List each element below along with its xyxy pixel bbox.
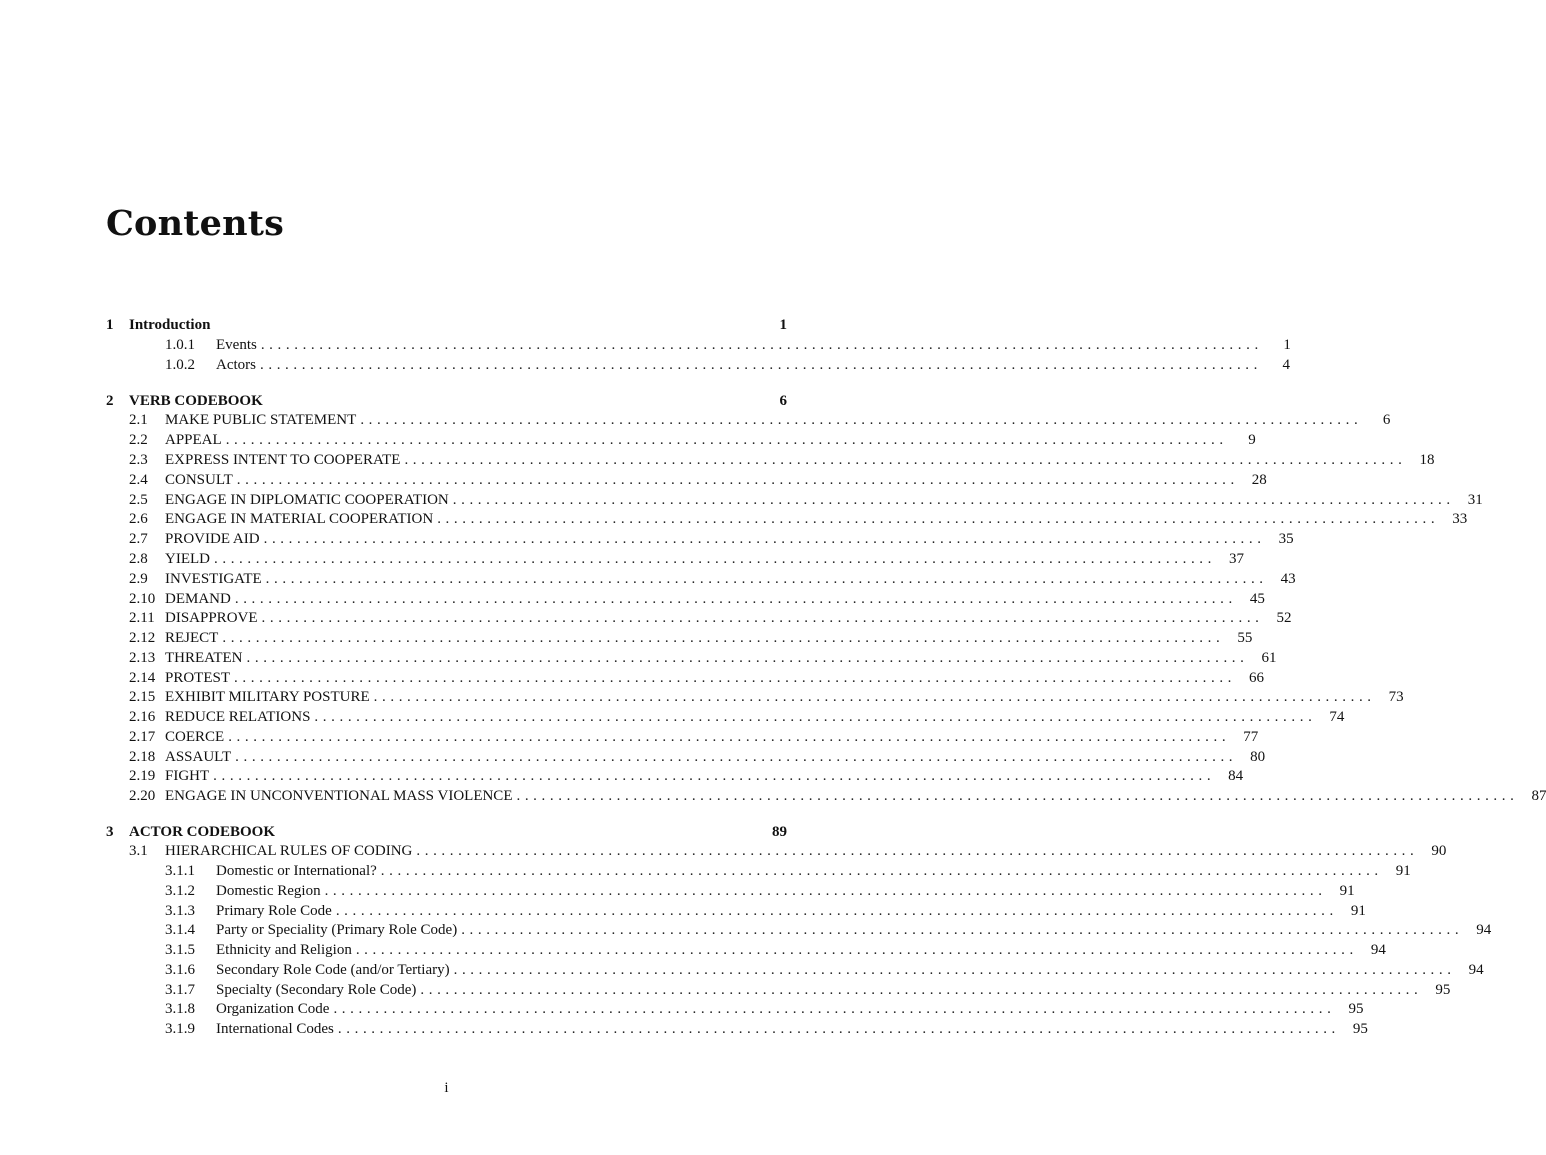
- toc-entry-page: 91: [1339, 883, 1355, 899]
- toc-subsection-entry[interactable]: [0, 881, 1355, 901]
- toc-entry-body: [165, 608, 1292, 628]
- toc-entry-page: 43: [1280, 571, 1296, 587]
- toc-entry-number: 2.15: [129, 689, 156, 705]
- toc-dot-leader: ........................................................................................................................: [420, 982, 1423, 998]
- toc-entry-page: 33: [1452, 511, 1468, 527]
- toc-subsection-entry[interactable]: [0, 901, 1366, 921]
- toc-entry-label: APPEAL: [165, 432, 222, 448]
- toc-entry-body: [165, 529, 1294, 549]
- toc-entry-page: 87: [1531, 788, 1546, 804]
- toc-entry-body: [165, 410, 1391, 430]
- toc-entry-body: [165, 687, 1404, 707]
- toc-entry-number: 3.1: [129, 843, 148, 859]
- toc-section-entry[interactable]: [0, 628, 1253, 648]
- toc-entry-body: [216, 901, 1366, 921]
- toc-entry-number: 2: [106, 393, 114, 409]
- toc-section-entry[interactable]: [0, 569, 1296, 589]
- toc-dot-leader: ........................................................................................................................: [360, 412, 1363, 428]
- toc-section-entry[interactable]: [0, 786, 1546, 806]
- toc-entry-body: [165, 589, 1265, 609]
- toc-entry-number: 3.1.7: [165, 982, 195, 998]
- toc-entry-number: 3.1.3: [165, 903, 195, 919]
- toc-entry-number: 3.1.1: [165, 863, 195, 879]
- toc-entry-body: [216, 335, 1291, 355]
- toc-entry-body: [216, 980, 1451, 1000]
- toc-entry-number: 2.12: [129, 630, 156, 646]
- toc-entry-body: [165, 747, 1266, 767]
- toc-entry-label: FIGHT: [165, 768, 210, 784]
- toc-entry-page: 37: [1229, 551, 1244, 567]
- toc-dot-leader: ........................................................................................................................: [235, 749, 1238, 765]
- toc-section-entry[interactable]: [0, 668, 1265, 688]
- toc-entry-label: YIELD: [165, 551, 210, 567]
- toc-entry-body: [165, 648, 1277, 668]
- toc-dot-leader: ........................................................................................................................: [260, 337, 1263, 353]
- toc-entry-page: 28: [1251, 472, 1267, 488]
- toc-entry-label: VERB CODEBOOK: [129, 393, 263, 409]
- toc-section-entry[interactable]: [0, 589, 1265, 609]
- toc-subsection-entry[interactable]: [0, 940, 1386, 960]
- toc-entry-number: 2.7: [129, 531, 148, 547]
- toc-entry-label: Specialty (Secondary Role Code): [216, 982, 417, 998]
- toc-entry-page: 94: [1476, 922, 1492, 938]
- toc-entry-label: EXHIBIT MILITARY POSTURE: [165, 689, 370, 705]
- toc-entry-number: 2.11: [129, 610, 155, 626]
- toc-entry-number: 3.1.9: [165, 1021, 195, 1037]
- toc-entry-body: [216, 920, 1492, 940]
- toc-entry-number: 3.1.5: [165, 942, 195, 958]
- toc-entry-number: 3.1.2: [165, 883, 195, 899]
- toc-entry-body: [216, 999, 1364, 1019]
- toc-entry-number: 3.1.6: [165, 962, 195, 978]
- toc-entry-number: 2.10: [129, 591, 156, 607]
- toc-entry-page: 31: [1467, 492, 1483, 508]
- toc-subsection-entry[interactable]: [0, 1019, 1368, 1039]
- toc-entry-body: [165, 490, 1483, 510]
- toc-entry-label: ENGAGE IN DIPLOMATIC COOPERATION: [165, 492, 449, 508]
- toc-entry-label: ACTOR CODEBOOK: [129, 824, 275, 840]
- toc-entry-number: 2.1: [129, 412, 148, 428]
- toc-dot-leader: ........................................................................................................................: [214, 551, 1216, 567]
- toc-dot-leader: ........................................................................................................................: [234, 670, 1237, 686]
- toc-entry-label: COERCE: [165, 729, 225, 745]
- toc-dot-leader: ........................................................................................................................: [236, 472, 1239, 488]
- page-title: Contents: [106, 203, 285, 244]
- toc-entry-page: 91: [1395, 863, 1411, 879]
- toc-entry-body: [165, 668, 1265, 688]
- toc-entry-number: 1: [106, 317, 114, 333]
- toc-dot-leader: ........................................................................................................................: [380, 863, 1383, 879]
- toc-entry-label: Events: [216, 337, 257, 353]
- toc-entry-number: 3.1.8: [165, 1001, 195, 1017]
- toc-entry-body: [165, 727, 1259, 747]
- toc-entry-body: [165, 628, 1253, 648]
- toc-entry-number: 2.18: [129, 749, 156, 765]
- toc-section-entry[interactable]: [0, 509, 1468, 529]
- toc-dot-leader: ........................................................................................................................: [263, 531, 1266, 547]
- toc-entry-label: Domestic Region: [216, 883, 321, 899]
- toc-entry-page: 84: [1228, 768, 1244, 784]
- toc-entry-label: Actors: [216, 357, 256, 373]
- toc-dot-leader: ........................................................................................................................: [452, 492, 1455, 508]
- toc-entry-number: 1.0.2: [165, 357, 195, 373]
- toc-entry-page: 95: [1435, 982, 1451, 998]
- toc-entry-body: [165, 766, 1244, 786]
- toc-dot-leader: ........................................................................................................................: [222, 630, 1225, 646]
- toc-entry-page: 1: [1283, 337, 1291, 353]
- toc-entry-label: Secondary Role Code (and/or Tertiary): [216, 962, 450, 978]
- toc-entry-label: PROVIDE AID: [165, 531, 260, 547]
- toc-section-entry[interactable]: [0, 490, 1483, 510]
- toc-dot-leader: ........................................................................................................................: [461, 922, 1464, 938]
- toc-entry-number: 2.8: [129, 551, 148, 567]
- toc-section-entry[interactable]: [0, 450, 1435, 470]
- toc-dot-leader: ........................................................................................................................: [333, 1001, 1336, 1017]
- toc-entry-number: 1.0.1: [165, 337, 195, 353]
- toc-entry-page: 94: [1370, 942, 1386, 958]
- toc-dot-leader: ........................................................................................................................: [246, 650, 1249, 666]
- toc-dot-leader: ........................................................................................................................: [314, 709, 1317, 725]
- toc-entry-number: 2.14: [129, 670, 156, 686]
- toc-entry-page: 9: [1248, 432, 1256, 448]
- toc-entry-page: 80: [1250, 749, 1266, 765]
- toc-entry-label: PROTEST: [165, 670, 231, 686]
- toc-section-entry[interactable]: [0, 687, 1404, 707]
- toc-dot-leader: ........................................................................................................................: [453, 962, 1456, 978]
- toc-subsection-entry[interactable]: [0, 335, 1291, 355]
- toc-entry-body: [165, 707, 1345, 727]
- toc-entry-label: Ethnicity and Religion: [216, 942, 352, 958]
- toc-dot-leader: ........................................................................................................................: [404, 452, 1407, 468]
- toc-entry-page: 6: [779, 393, 787, 409]
- toc-entry-label: INVESTIGATE: [165, 571, 262, 587]
- toc-chapter-entry[interactable]: [0, 315, 893, 335]
- toc-entry-label: DISAPPROVE: [165, 610, 258, 626]
- toc-entry-number: 2.16: [129, 709, 156, 725]
- toc-entry-page: 95: [1348, 1001, 1364, 1017]
- toc-entry-body: [165, 470, 1267, 490]
- toc-dot-leader: ........................................................................................................................: [260, 357, 1262, 373]
- toc-entry-body: [216, 861, 1411, 881]
- toc-section-entry[interactable]: [0, 766, 1244, 786]
- toc-entry-label: REDUCE RELATIONS: [165, 709, 311, 725]
- toc-entry-page: 4: [1282, 357, 1290, 373]
- toc-section-entry[interactable]: [0, 648, 1277, 668]
- toc-entry-number: 2.9: [129, 571, 148, 587]
- toc-dot-leader: ........................................................................................................................: [265, 571, 1268, 587]
- toc-dot-leader: ........................................................................................................................: [225, 432, 1228, 448]
- toc-entry-body: [165, 549, 1244, 569]
- toc-entry-number: 2.2: [129, 432, 148, 448]
- toc-entry-page: 66: [1249, 670, 1265, 686]
- toc-entry-page: 94: [1468, 962, 1484, 978]
- toc-entry-number: 2.5: [129, 492, 148, 508]
- toc-entry-number: 2.13: [129, 650, 156, 666]
- toc-entry-page: 45: [1249, 591, 1265, 607]
- toc-entry-label: HIERARCHICAL RULES OF CODING: [165, 843, 413, 859]
- toc-section-entry[interactable]: [0, 410, 1391, 430]
- toc-entry-number: 3: [106, 824, 114, 840]
- toc-entry-page: 35: [1278, 531, 1294, 547]
- toc-entry-number: 2.17: [129, 729, 156, 745]
- toc-subsection-entry[interactable]: [0, 999, 1364, 1019]
- toc-subsection-entry[interactable]: [0, 960, 1484, 980]
- toc-entry-page: 6: [1382, 412, 1391, 428]
- toc-entry-body: [216, 940, 1386, 960]
- toc-entry-label: REJECT: [165, 630, 219, 646]
- toc-entry-page: 89: [772, 824, 787, 840]
- toc-subsection-entry[interactable]: [0, 355, 1290, 375]
- toc-chapter-entry[interactable]: [0, 391, 893, 411]
- toc-entry-body: [165, 841, 1447, 861]
- toc-section-entry[interactable]: [0, 707, 1345, 727]
- toc-entry-body: [216, 881, 1355, 901]
- toc-entry-page: 61: [1261, 650, 1277, 666]
- toc-section-entry[interactable]: [0, 608, 1292, 628]
- toc-entry-number: 2.20: [129, 788, 156, 804]
- toc-dot-leader: ........................................................................................................................: [228, 729, 1231, 745]
- toc-entry-label: ENGAGE IN MATERIAL COOPERATION: [165, 511, 434, 527]
- toc-entry-label: Domestic or International?: [216, 863, 377, 879]
- toc-section-entry[interactable]: [0, 430, 1256, 450]
- toc-entry-label: CONSULT: [165, 472, 233, 488]
- toc-entry-page: 18: [1419, 452, 1435, 468]
- toc-entry-label: ASSAULT: [165, 749, 232, 765]
- toc-entry-page: 95: [1352, 1021, 1368, 1037]
- toc-dot-leader: ........................................................................................................................: [324, 883, 1327, 899]
- toc-section-entry[interactable]: [0, 529, 1294, 549]
- toc-entry-page: 74: [1329, 709, 1345, 725]
- toc-dot-leader: ........................................................................................................................: [261, 610, 1264, 626]
- toc-dot-leader: ........................................................................................................................: [213, 768, 1216, 784]
- toc-section-entry[interactable]: [0, 549, 1244, 569]
- toc-section-entry[interactable]: [0, 727, 1259, 747]
- toc-entry-label: Primary Role Code: [216, 903, 332, 919]
- toc-entry-body: [165, 509, 1468, 529]
- toc-entry-page: 55: [1237, 630, 1253, 646]
- toc-entry-label: EXPRESS INTENT TO COOPERATE: [165, 452, 401, 468]
- toc-entry-label: International Codes: [216, 1021, 334, 1037]
- toc-chapter-entry[interactable]: [0, 822, 893, 842]
- toc-section-entry[interactable]: [0, 841, 1447, 861]
- toc-entry-page: 73: [1388, 689, 1404, 705]
- toc-section-entry[interactable]: [0, 747, 1266, 767]
- toc-dot-leader: ........................................................................................................................: [234, 591, 1237, 607]
- toc-entry-body: [216, 960, 1484, 980]
- page-number: i: [444, 1080, 449, 1096]
- toc-subsection-entry[interactable]: [0, 980, 1451, 1000]
- toc-entry-body: [216, 355, 1290, 375]
- toc-subsection-entry[interactable]: [0, 861, 1411, 881]
- toc-entry-page: 77: [1243, 729, 1259, 745]
- toc-entry-label: Introduction: [129, 317, 211, 333]
- toc-entry-body: [216, 1019, 1368, 1039]
- toc-entry-number: 3.1.4: [165, 922, 195, 938]
- toc-dot-leader: ........................................................................................................................: [416, 843, 1419, 859]
- toc-dot-leader: ........................................................................................................................: [516, 788, 1519, 804]
- toc-entry-label: MAKE PUBLIC STATEMENT: [165, 412, 357, 428]
- toc-entry-body: [165, 786, 1546, 806]
- toc-entry-number: 2.19: [129, 768, 156, 784]
- toc-entry-label: THREATEN: [165, 650, 243, 666]
- toc-section-entry[interactable]: [0, 470, 1267, 490]
- toc-entry-number: 2.4: [129, 472, 148, 488]
- toc-entry-page: 91: [1350, 903, 1366, 919]
- toc-entry-body: [165, 569, 1296, 589]
- toc-entry-label: ENGAGE IN UNCONVENTIONAL MASS VIOLENCE: [165, 788, 513, 804]
- toc-entry-label: DEMAND: [165, 591, 231, 607]
- toc-dot-leader: ........................................................................................................................: [355, 942, 1358, 958]
- toc-subsection-entry[interactable]: [0, 920, 1492, 940]
- toc-dot-leader: ........................................................................................................................: [335, 903, 1338, 919]
- toc-dot-leader: ........................................................................................................................: [437, 511, 1440, 527]
- toc-entry-page: 1: [779, 317, 787, 333]
- toc-dot-leader: ........................................................................................................................: [337, 1021, 1340, 1037]
- toc-entry-number: 2.6: [129, 511, 148, 527]
- toc-entry-page: 90: [1431, 843, 1447, 859]
- toc-dot-leader: ........................................................................................................................: [373, 689, 1376, 705]
- toc-entry-label: Organization Code: [216, 1001, 330, 1017]
- toc-entry-number: 2.3: [129, 452, 148, 468]
- toc-entry-body: [129, 391, 787, 411]
- toc-entry-page: 52: [1276, 610, 1292, 626]
- toc-entry-body: [129, 315, 787, 335]
- toc-entry-body: [165, 450, 1435, 470]
- toc-entry-body: [165, 430, 1256, 450]
- toc-entry-label: Party or Speciality (Primary Role Code): [216, 922, 458, 938]
- toc-entry-body: [129, 822, 787, 842]
